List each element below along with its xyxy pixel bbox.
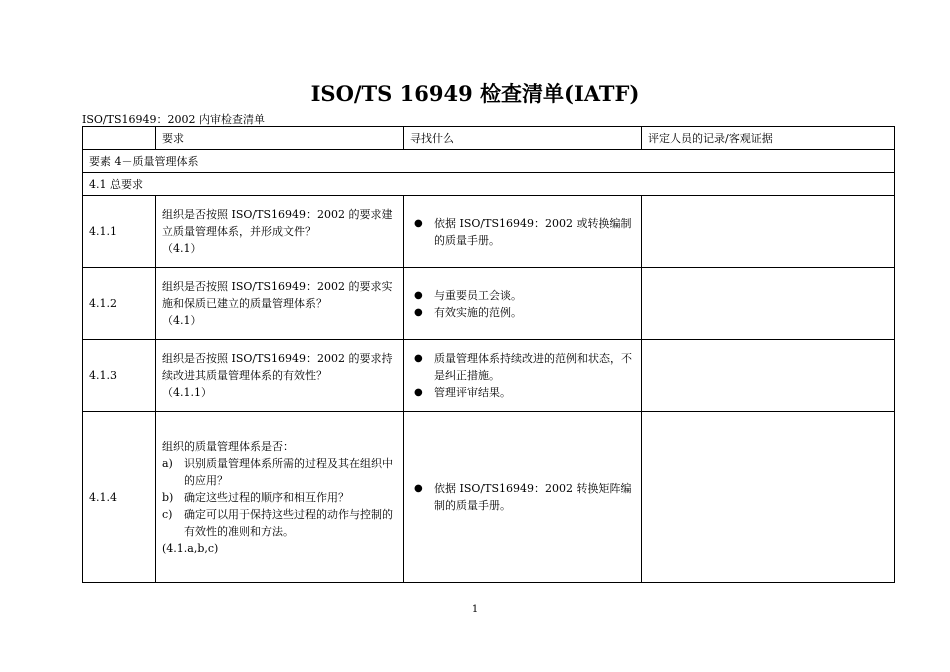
look-for-item: ● 质量管理体系持续改进的范例和状态，不是纠正措施。 xyxy=(410,350,635,384)
page-subtitle: ISO/TS16949：2002 内审检查清单 xyxy=(82,113,265,126)
look-for-cell xyxy=(404,340,642,412)
look-for-cell xyxy=(404,196,642,268)
item-marker: a) xyxy=(162,456,173,470)
subsection-title: 4.1 总要求 xyxy=(83,173,895,196)
page-title: ISO/TS 16949 检查清单(IATF) xyxy=(310,81,640,106)
item-marker: b) xyxy=(162,490,174,504)
page-number: 1 xyxy=(471,604,479,615)
requirement-ref: (4.1.a,b,c) xyxy=(162,541,219,555)
look-for-item: ● 依据 ISO/TS16949：2002 转换矩阵编制的质量手册。 xyxy=(410,480,635,514)
look-for-cell xyxy=(404,268,642,340)
table-header-row xyxy=(83,127,895,150)
column-header-requirement: 要求 xyxy=(156,127,404,150)
requirement-ref: （4.1） xyxy=(162,314,202,327)
table-row xyxy=(83,340,895,412)
section-row xyxy=(83,150,895,173)
table-row xyxy=(83,268,895,340)
clause-cell: 4.1.3 xyxy=(83,340,156,412)
requirement-ref: （4.1） xyxy=(162,242,202,255)
requirement-text: 组织是否按照 ISO/TS16949：2002 的要求建立质量管理体系，并形成文件？ xyxy=(162,208,393,238)
requirement-item xyxy=(162,506,397,540)
requirement-cell xyxy=(156,412,404,583)
item-text: 识别质量管理体系所需的过程及其在组织中的应用？ xyxy=(184,456,393,487)
look-for-item: ● 与重要员工会谈。 xyxy=(410,287,635,304)
requirement-text: 组织是否按照 ISO/TS16949：2002 的要求实施和保质已建立的质量管理体系？ xyxy=(162,280,393,310)
section-title: 要素 4－质量管理体系 xyxy=(83,150,895,173)
clause-cell: 4.1.2 xyxy=(83,268,156,340)
evidence-cell[interactable] xyxy=(642,268,895,340)
requirement-cell xyxy=(156,196,404,268)
requirement-ref: （4.1.1） xyxy=(162,386,212,399)
requirement-cell xyxy=(156,268,404,340)
requirement-text: 组织是否按照 ISO/TS16949：2002 的要求持续改进其质量管理体系的有效性？ xyxy=(162,352,393,382)
look-for-item: ● 有效实施的范例。 xyxy=(410,304,635,321)
column-header-look-for: 寻找什么 xyxy=(404,127,642,150)
table-row xyxy=(83,412,895,583)
evidence-cell[interactable] xyxy=(642,196,895,268)
item-text: 确定这些过程的顺序和相互作用？ xyxy=(184,490,349,504)
requirement-cell xyxy=(156,340,404,412)
evidence-cell[interactable] xyxy=(642,412,895,583)
subsection-row xyxy=(83,173,895,196)
clause-cell: 4.1.4 xyxy=(83,412,156,583)
table-row xyxy=(83,196,895,268)
look-for-cell xyxy=(404,412,642,583)
item-marker: c) xyxy=(162,507,173,521)
evidence-cell[interactable] xyxy=(642,340,895,412)
look-for-item: ● 管理评审结果。 xyxy=(410,384,635,401)
look-for-item: ● 依据 ISO/TS16949：2002 或转换编制的质量手册。 xyxy=(410,215,635,249)
requirement-item xyxy=(162,455,397,489)
checklist-table xyxy=(82,126,895,583)
column-header-clause xyxy=(83,127,156,150)
item-text: 确定可以用于保持这些过程的动作与控制的有效性的准则和方法。 xyxy=(184,507,393,538)
clause-cell: 4.1.1 xyxy=(83,196,156,268)
requirement-intro: 组织的质量管理体系是否： xyxy=(162,439,294,453)
requirement-item xyxy=(162,489,397,506)
column-header-evidence: 评定人员的记录/客观证据 xyxy=(642,127,895,150)
